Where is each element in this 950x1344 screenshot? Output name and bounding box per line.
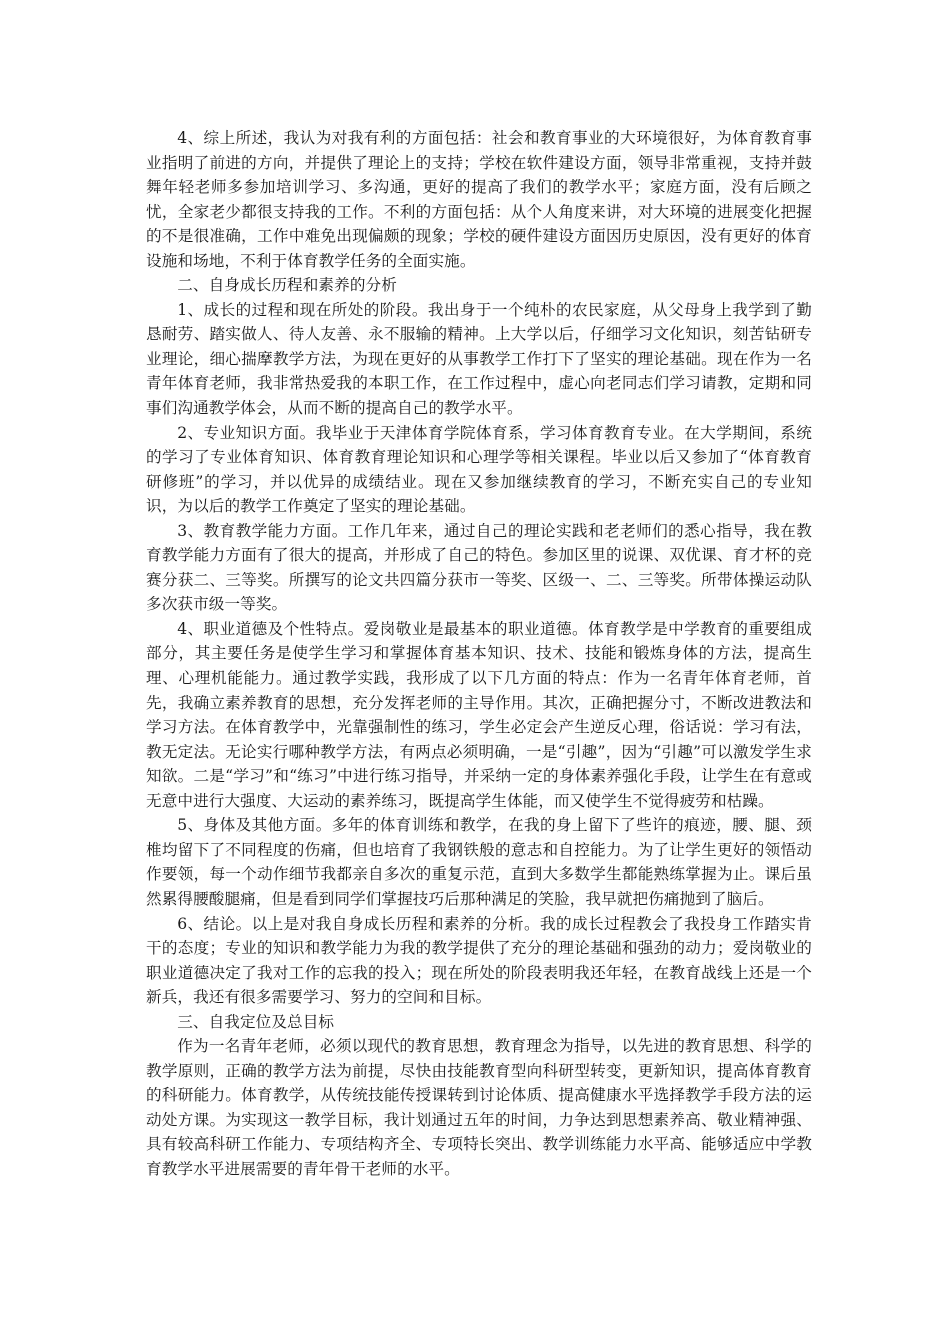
paragraph-physical-condition: 5、身体及其他方面。多年的体育训练和教学，在我的身上留下了些许的痕迹，腰、腿、颈椎均留下了不同程度的伤痛，但也培育了我钢铁般的意志和自控能力。为了让学生更好的领悟动作要领，每一个动作细节我都亲自多次的重复示范，直到大多数学生都能熟练掌握为止。课后虽然累得腰酸腿痛，但是看到同学们掌握技巧后那种满足的笑脸，我早就把伤痛抛到了脑后。 — [146, 816, 812, 908]
paragraph-professional-ethics: 4、职业道德及个性特点。爱岗敬业是最基本的职业道德。体育教学是中学教育的重要组成部分，其主要任务是使学生学习和掌握体育基本知识、技术、技能和锻炼身体的方法，提高生理、心理机能能力。通过教学实践，我形成了以下几方面的特点：作为一名青年体育老师，首先，我确立素养教育的思想，充分发挥老师的主导作用。其次，正确把握分寸，不断改进教法和学习方法。在体育教学中，光靠强制性的练习，学生必定会产生逆反心理，俗话说：学习有法，教无定法。无论实行哪种教学方法，有两点必须明确，一是“引趣”，因为“引趣”可以激发学生求知欲。二是“学习”和“练习”中进行练习指导，并采纳一定的身体素养强化手段，让学生在有意或无意中进行大强度、大运动的素养练习，既提高学生体能，而又使学生不觉得疲劳和枯躁。 — [146, 619, 812, 810]
paragraph-summary-favorable-factors: 4、综上所述，我认为对我有利的方面包括：社会和教育事业的大环境很好，为体育教育事业指明了前进的方向，并提供了理论上的支持；学校在软件建设方面，领导非常重视，支持并鼓舞年轻老师多参加培训学习、多沟通，更好的提高了我们的教学水平；家庭方面，没有后顾之忧，全家老少都很支持我的工作。不利的方面包括：从个人角度来讲，对大环境的进展变化把握的不是很准确，工作中难免出现偏颇的现象；学校的硬件建设方面因历史原因，没有更好的体育设施和场地，不利于体育教学任务的全面实施。 — [146, 129, 812, 270]
paragraph-overall-goal: 作为一名青年老师，必须以现代的教育思想，教育理念为指导，以先进的教育思想、科学的教学原则，正确的教学方法为前提，尽快由技能教育型向科研型转变，更新知识，提高体育教育的科研能力。体育教学，从传统技能传授课转到讨论体质、提高健康水平选择教学手段方法的运动处方课。为实现这一教学目标，我计划通过五年的时间，力争达到思想素养高、敬业精神强、具有较高科研工作能力、专项结构齐全、专项特长突出、教学训练能力水平高、能够适应中学教育教学水平进展需要的青年骨干老师的水平。 — [146, 1037, 812, 1178]
document-body — [146, 126, 812, 1182]
section-heading-self-positioning: 三、自我定位及总目标 — [177, 1012, 335, 1031]
paragraph-professional-knowledge: 2、专业知识方面。我毕业于天津体育学院体育系，学习体育教育专业。在大学期间，系统的学习了专业体育知识、体育教育理论知识和心理学等相关课程。毕业以后又参加了“体育教育研修班”的学习，并以优异的成绩结业。现在又参加继续教育的学习，不断充实自己的专业知识，为以后的教学工作奠定了坚实的理论基础。 — [146, 423, 812, 516]
paragraph-conclusion: 6、结论。以上是对我自身成长历程和素养的分析。我的成长过程教会了我投身工作踏实肯干的态度；专业的知识和教学能力为我的教学提供了充分的理论基础和强劲的动力；爱岗敬业的职业道德决定了我对工作的忘我的投入；现在所处的阶段表明我还年轻，在教育战线上还是一个新兵，我还有很多需要学习、努力的空间和目标。 — [146, 914, 812, 1007]
section-heading-growth-analysis: 二、自身成长历程和素养的分析 — [177, 276, 397, 295]
paragraph-teaching-ability: 3、教育教学能力方面。工作几年来，通过自己的理论实践和老老师们的悉心指导，我在教育教学能力方面有了很大的提高，并形成了自己的特色。参加区里的说课、双优课、育才杯的竞赛分获二、三等奖。所撰写的论文共四篇分获市一等奖、区级一、二、三等奖。所带体操运动队多次获市级一等奖。 — [146, 521, 812, 614]
paragraph-growth-stage: 1、成长的过程和现在所处的阶段。我出身于一个纯朴的农民家庭，从父母身上我学到了勤恳耐劳、踏实做人、待人友善、永不服输的精神。上大学以后，仔细学习文化知识，刻苦钻研专业理论，细心揣摩教学方法，为现在更好的从事教学工作打下了坚实的理论基础。现在作为一名青年体育老师，我非常热爱我的本职工作，在工作过程中，虚心向老同志们学习请教，定期和同事们沟通教学体会，从而不断的提高自己的教学水平。 — [146, 300, 812, 418]
